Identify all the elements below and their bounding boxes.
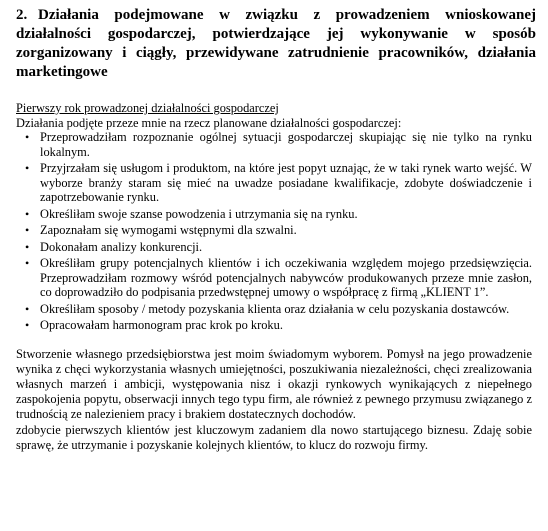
bullet-icon: • — [25, 130, 30, 144]
list-item: • Określiłam swoje szanse powodzenia i utrzymania się na rynku. — [25, 206, 358, 221]
bullet-icon: • — [25, 301, 30, 316]
first-year-intro: Działania podjęte przeze mnie na rzecz planowane działalności gospodarczej: — [16, 115, 402, 130]
document-page — [8, 6, 536, 453]
list-item: • Przeprowadziłam rozpoznanie ogólnej sytuacji gospodarczej skupiając się nie tylko na rynku lokalnym. — [25, 130, 532, 159]
body-paragraph: Stworzenie własnego przedsiębiorstwa jest moim świadomym wyborem. Pomysł na jego prowadzenie wynika z chęci wykorzystania własnych umiejętności, poszukiwania niezależności, chęci zrealizowania własnych marzeń i ambicji, występowania nisz i okazji rynkowych wynikających z niepełnego zaspokojenia popytu, obserwacji innych tego typu firm, ale również z pewnego przymusu związanego z trudnością ze nalezieniem pracy i brakiem dostatecznych dochodów. — [16, 346, 532, 422]
section-title: Działania podejmowane w związku z prowadzeniem wnioskowanej działalności gospodarczej, potwierdzające jej wykonywanie w sposób zorganizowany i ciągły, przewidywane zatrudnienie pracowników, działania marketingowe — [16, 7, 536, 80]
bullet-icon: • — [25, 161, 30, 175]
activities-list — [8, 130, 536, 333]
first-year-subheading: Pierwszy rok prowadzonej działalności gospodarczej — [16, 101, 279, 115]
bullet-icon: • — [25, 223, 30, 237]
bullet-icon: • — [25, 318, 30, 332]
list-item: • Dokonałam analizy konkurencji. — [25, 239, 203, 254]
bullet-icon: • — [25, 206, 30, 221]
list-item: • Określiłam sposoby / metody pozyskania klienta oraz działania w celu pozyskania dostawców. — [25, 301, 510, 316]
list-item: • Opracowałam harmonogram prac krok po kroku. — [25, 318, 283, 332]
body-paragraph: zdobycie pierwszych klientów jest kluczowym zadaniem dla nowo startującego biznesu. Zdaję sobie sprawę, że utrzymanie i pozyskanie kolejnych klientów, to klucz do rozwoju firmy. — [16, 422, 532, 452]
bullet-icon: • — [25, 256, 30, 270]
section-heading — [16, 6, 536, 82]
list-item: • Zapoznałam się wymogami wstępnymi dla szwalni. — [25, 223, 297, 237]
bullet-icon: • — [25, 239, 30, 254]
section-number: 2. — [16, 7, 28, 23]
list-item: • Przyjrzałam się usługom i produktom, na które jest popyt uznając, że w taki rynek warto wejść. W wyborze branży staram się mieć na uwadze posiadane kwalifikacje, zdobyte doświadczenie i zapotrzebowanie rynku. — [25, 161, 532, 204]
list-item: • Określiłam grupy potencjalnych klientów i ich oczekiwania względem mojego przedsięwzięcia. Przeprowadziłam rozmowy wśród potencjalnych nabywców produkowanych przeze mnie zasłon, co doprowadziło do podpisania przedwstępnej umowy o współpracę z firmą „KLIENT 1”. — [25, 256, 532, 299]
